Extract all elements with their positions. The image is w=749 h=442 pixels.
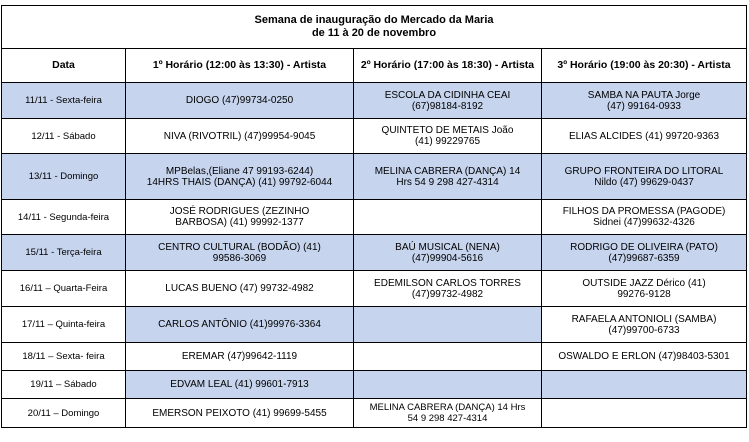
slot-2-cell: QUINTETO DE METAIS João (41) 99229765 (354, 119, 542, 154)
header-slot-1: 1º Horário (12:00 às 13:30) - Artista (126, 49, 354, 83)
table-title (2, 6, 747, 49)
table-row (2, 343, 747, 371)
row-date: 14/11 - Segunda-feira (2, 200, 126, 235)
header-date: Data (2, 49, 126, 83)
slot-1-cell: EDVAM LEAL (41) 99601-7913 (126, 371, 354, 399)
slot-2-cell: MELINA CABRERA (DANÇA) 14 Hrs 54 9 298 427-4314 (354, 154, 542, 200)
title-row (2, 6, 747, 49)
table-row (2, 200, 747, 235)
slot-3-cell: OSWALDO E ERLON (47)98403-5301 (542, 343, 747, 371)
slot-3-cell: FILHOS DA PROMESSA (PAGODE) Sidnei (47)99632-4326 (542, 200, 747, 235)
slot-2-cell: BAÚ MUSICAL (NENA) (47)99904-5616 (354, 235, 542, 271)
slot-2-cell (354, 200, 542, 235)
slot-2-cell (354, 343, 542, 371)
slot-1-cell: CENTRO CULTURAL (BODÃO) (41) 99586-3069 (126, 235, 354, 271)
row-date: 16/11 – Quarta-Feira (2, 271, 126, 307)
table-row (2, 83, 747, 119)
row-date: 15/11 - Terça-feira (2, 235, 126, 271)
row-date: 19/11 – Sábado (2, 371, 126, 399)
header-row (2, 49, 747, 83)
slot-2-cell: EDEMILSON CARLOS TORRES (47)99732-4982 (354, 271, 542, 307)
slot-1-cell: EREMAR (47)99642-1119 (126, 343, 354, 371)
slot-3-cell: GRUPO FRONTEIRA DO LITORAL Nildo (47) 99629-0437 (542, 154, 747, 200)
row-date: 12/11 - Sábado (2, 119, 126, 154)
table-row (2, 307, 747, 343)
slot-1-cell: DIOGO (47)99734-0250 (126, 83, 354, 119)
slot-3-cell: RODRIGO DE OLIVEIRA (PATO) (47)99687-6359 (542, 235, 747, 271)
header-slot-2: 2º Horário (17:00 às 18:30) - Artista (354, 49, 542, 83)
slot-1-cell: JOSÉ RODRIGUES (ZEZINHO BARBOSA) (41) 99992-1377 (126, 200, 354, 235)
row-date: 18/11 – Sexta- feira (2, 343, 126, 371)
slot-2-cell: ESCOLA DA CIDINHA CEAI (67)98184-8192 (354, 83, 542, 119)
table-row (2, 271, 747, 307)
slot-1-cell: LUCAS BUENO (47) 99732-4982 (126, 271, 354, 307)
slot-3-cell (542, 371, 747, 399)
schedule-table (1, 5, 747, 428)
row-date: 20/11 – Domingo (2, 399, 126, 428)
row-date: 17/11 – Quinta-feira (2, 307, 126, 343)
header-slot-3: 3º Horário (19:00 às 20:30) - Artista (542, 49, 747, 83)
slot-3-cell: SAMBA NA PAUTA Jorge (47) 99164-0933 (542, 83, 747, 119)
title-line-2: de 11 à 20 de novembro (311, 27, 437, 39)
slot-1-cell: MPBelas,(Eliane 47 99193-6244) 14HRS THAIS (DANÇA) (41) 99792-6044 (126, 154, 354, 200)
row-date: 13/11 - Domingo (2, 154, 126, 200)
title-line-1: Semana de inauguração do Mercado da Maria (254, 14, 494, 26)
slot-3-cell: OUTSIDE JAZZ Dérico (41) 99276-9128 (542, 271, 747, 307)
slot-2-cell (354, 307, 542, 343)
table-row (2, 399, 747, 428)
slot-1-cell: CARLOS ANTÔNIO (41)99976-3364 (126, 307, 354, 343)
slot-2-cell: MELINA CABRERA (DANÇA) 14 Hrs 54 9 298 427-4314 (354, 399, 542, 428)
slot-3-cell: ELIAS ALCIDES (41) 99720-9363 (542, 119, 747, 154)
row-date: 11/11 - Sexta-feira (2, 83, 126, 119)
slot-2-cell (354, 371, 542, 399)
slot-1-cell: EMERSON PEIXOTO (41) 99699-5455 (126, 399, 354, 428)
slot-1-cell: NIVA (RIVOTRIL) (47)99954-9045 (126, 119, 354, 154)
slot-3-cell (542, 399, 747, 428)
table-row (2, 154, 747, 200)
table-row (2, 119, 747, 154)
table-row (2, 371, 747, 399)
table-row (2, 235, 747, 271)
slot-3-cell: RAFAELA ANTONIOLI (SAMBA) (47)99700-6733 (542, 307, 747, 343)
